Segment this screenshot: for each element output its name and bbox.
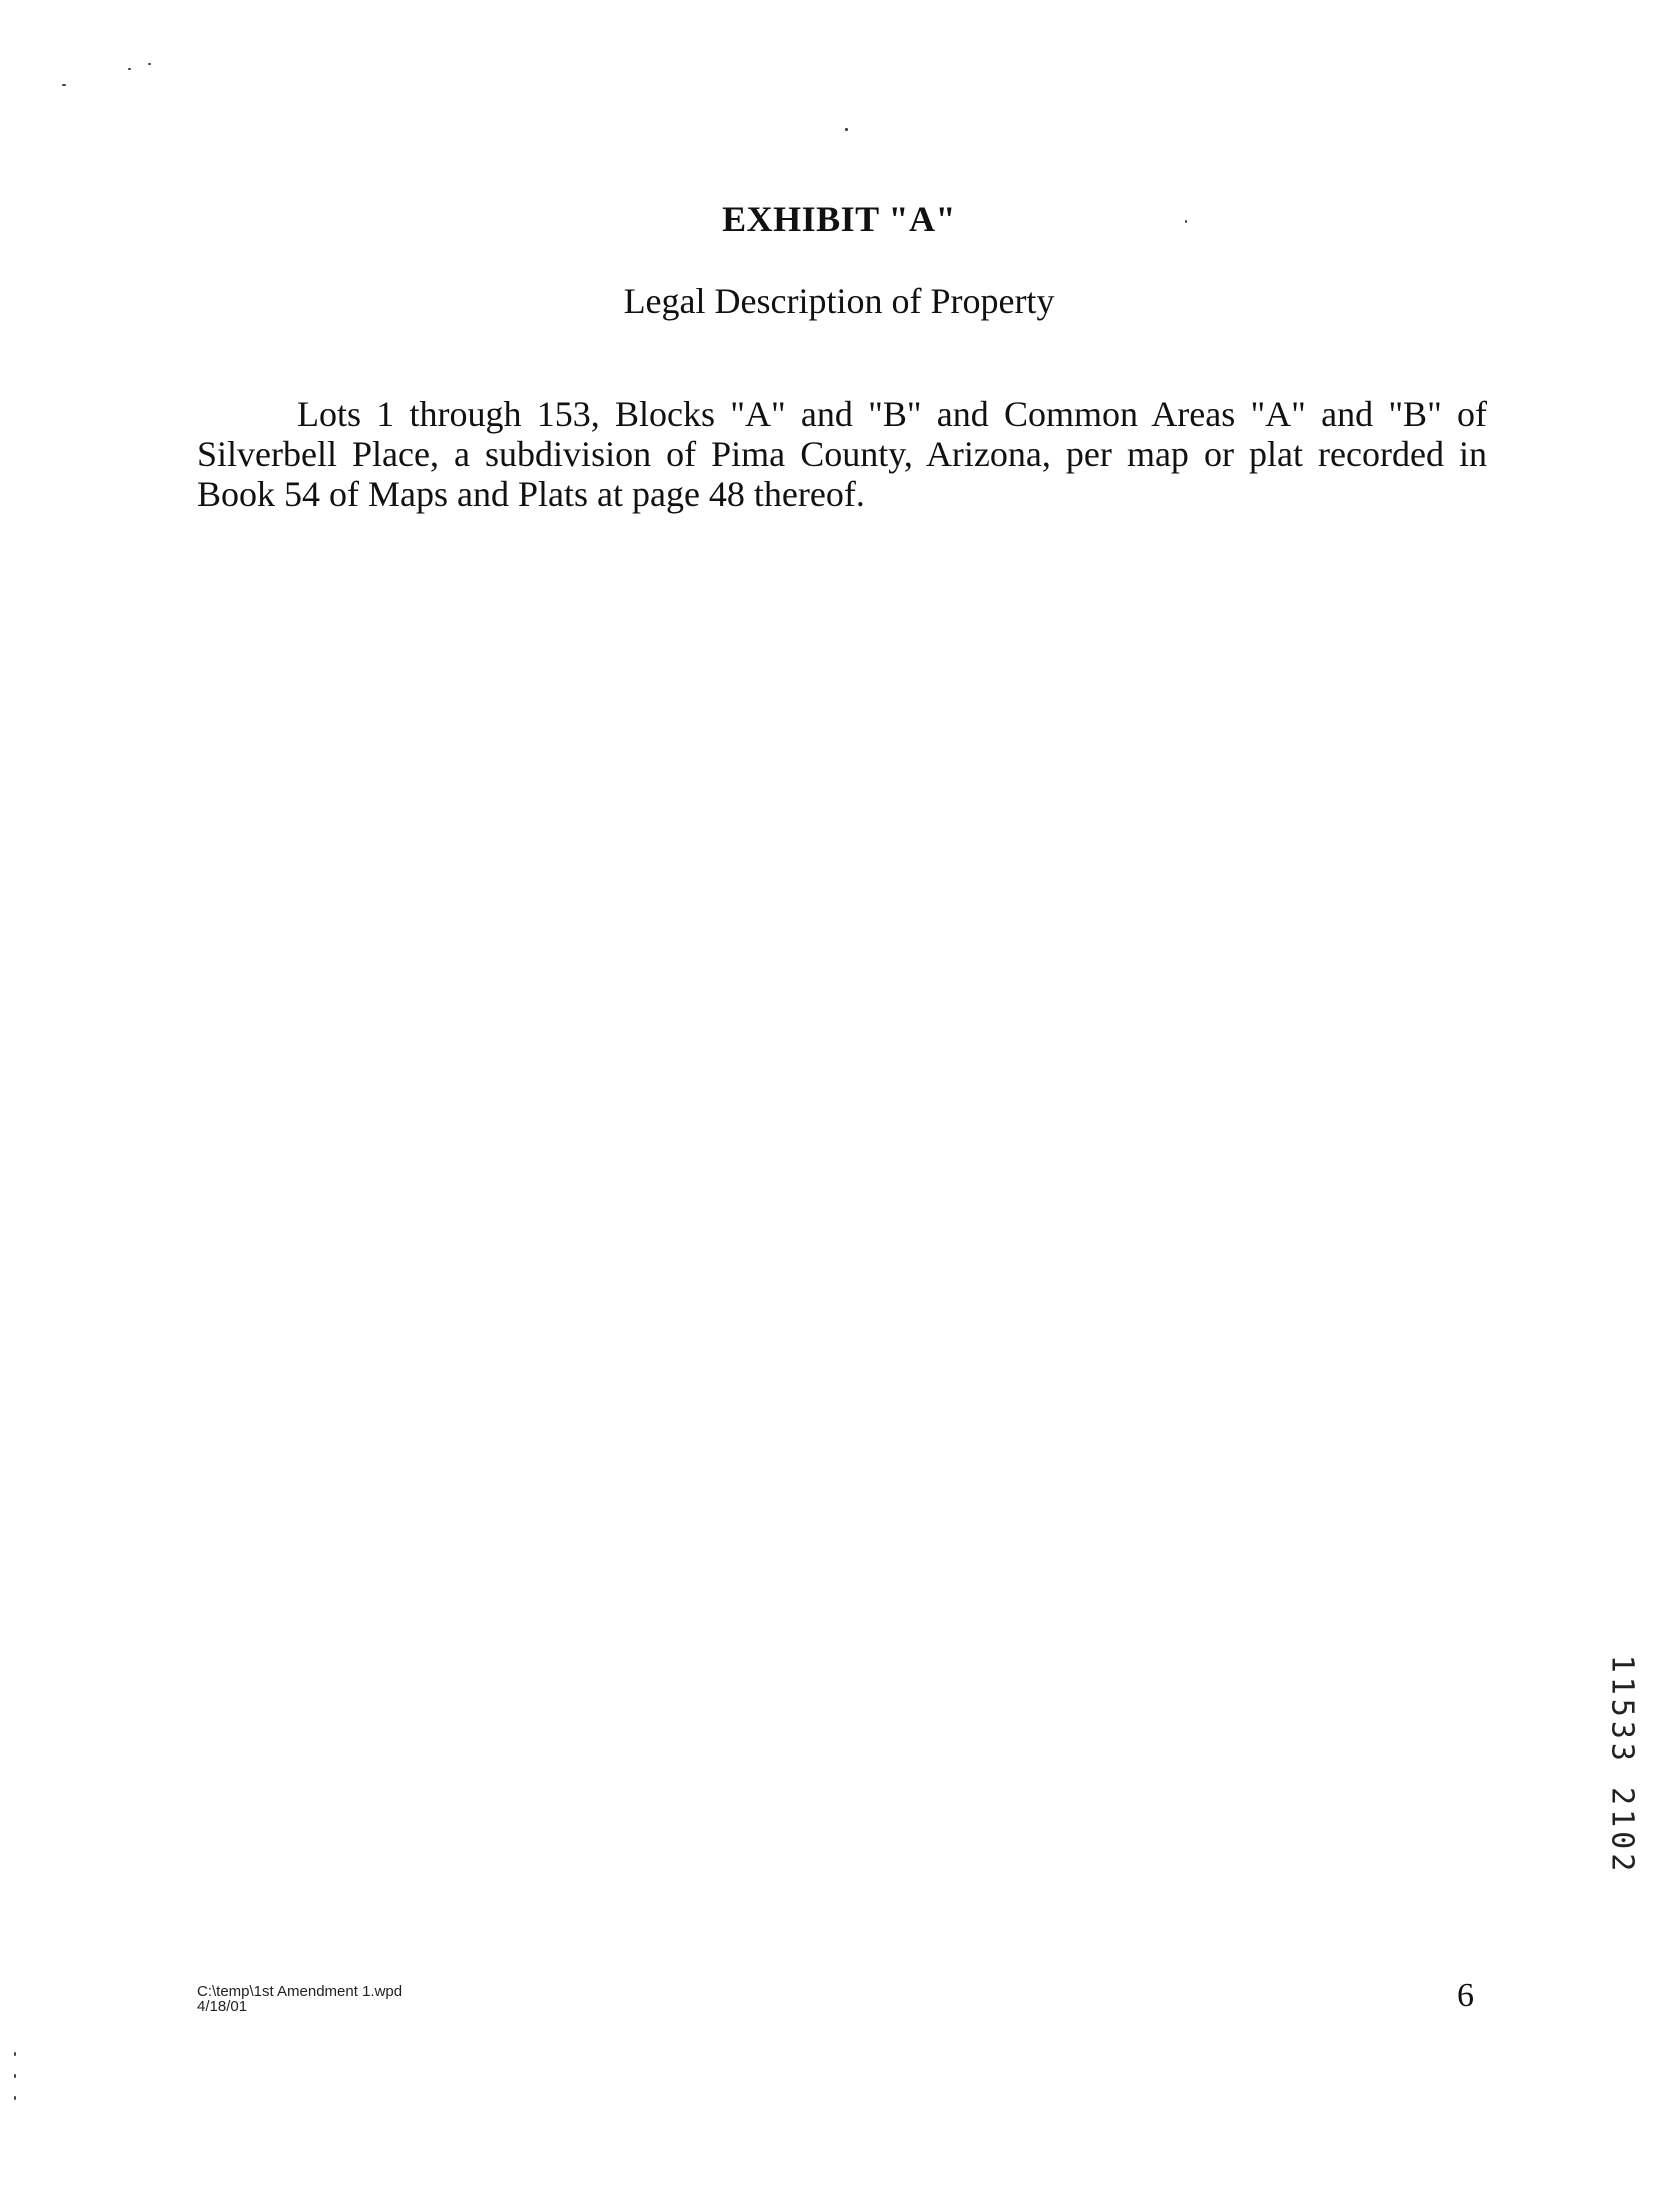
- legal-description-paragraph: Lots 1 through 153, Blocks "A" and "B" and Common Areas "A" and "B" of Silverbell Place, a subdivision of Pima County, Arizona, per map or plat recorded in Book 54 of Maps and Plats at page 48 thereof.: [197, 394, 1487, 514]
- exhibit-title: EXHIBIT "A": [722, 199, 956, 239]
- scan-speck: [62, 84, 66, 86]
- scan-speck: [14, 2074, 16, 2078]
- page-number: 6: [1457, 1977, 1474, 2014]
- recording-stamp: [1602, 1585, 1642, 1945]
- exhibit-subtitle: Legal Description of Property: [623, 281, 1055, 321]
- scan-speck: [845, 128, 848, 131]
- recording-stamp-text: 11533 2102: [1604, 1654, 1640, 1876]
- footer-date: 4/18/01: [197, 1998, 248, 2015]
- scan-speck: [128, 68, 131, 70]
- scan-speck: [14, 2096, 16, 2100]
- footer-file-path: C:\temp\1st Amendment 1.wpd: [197, 1983, 403, 2000]
- scan-speck: [148, 63, 151, 65]
- scan-speck: [14, 2052, 16, 2056]
